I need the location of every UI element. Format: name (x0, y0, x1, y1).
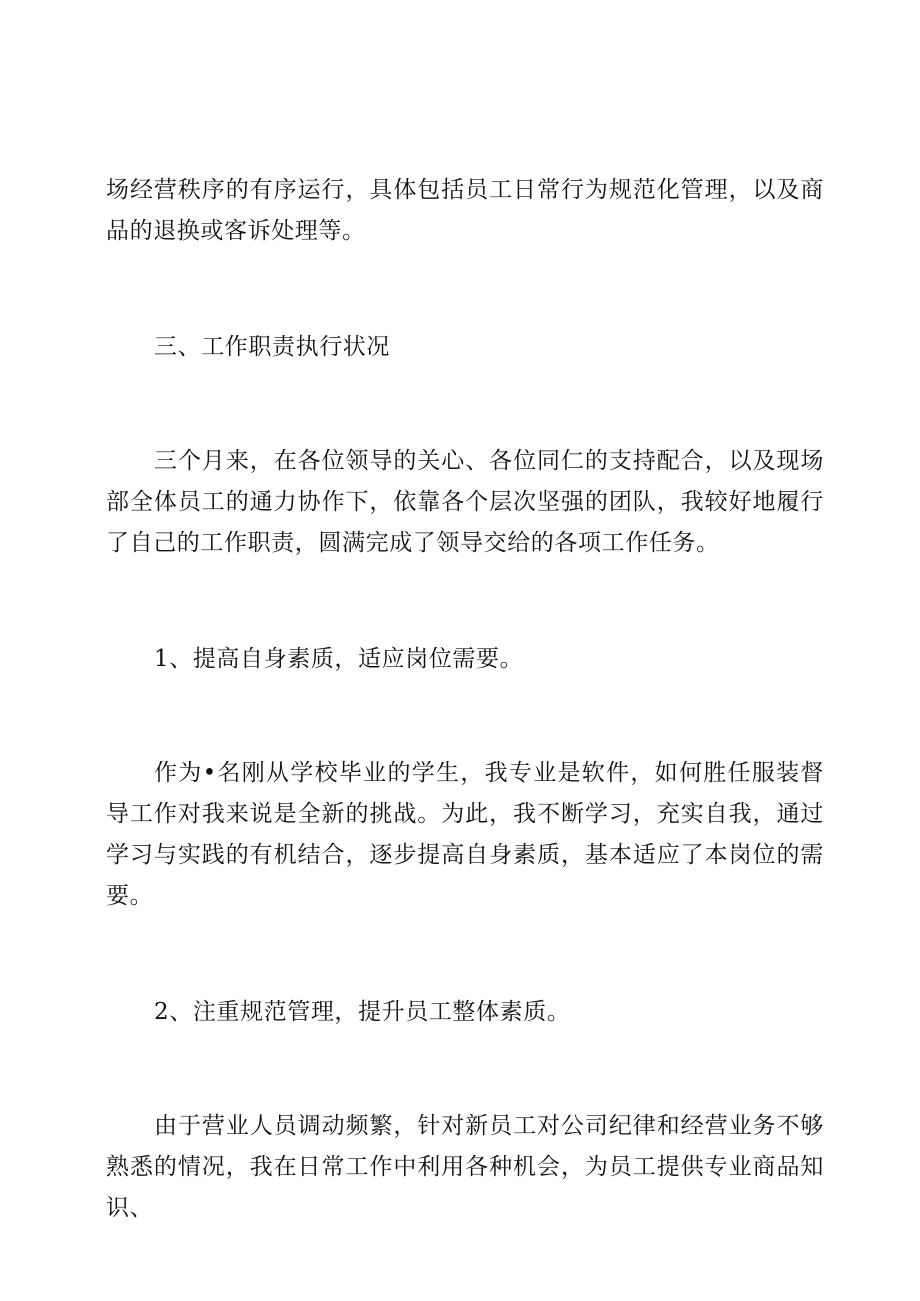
subheading-one: 1、提高自身素质，适应岗位需要。 (154, 646, 524, 672)
paragraph-staff-training: 由于营业人员调动频繁，针对新员工对公司纪律和经营业务不够熟悉的情况，我在日常工作中利用各种机会，为员工提供专业商品知识、 (106, 1113, 824, 1221)
paragraph-duty-summary: 三个月来，在各位领导的关心、各位同仁的支持配合，以及现场部全体员工的通力协作下，依靠各个层次坚强的团队，我较好地履行了自己的工作职责，圆满完成了领导交给的各项工作任务。 (106, 448, 824, 556)
subheading-two: 2、注重规范管理，提升员工整体素质。 (154, 999, 571, 1025)
document-body (106, 170, 824, 1229)
section-heading-three: 三、工作职责执行状况 (154, 334, 390, 360)
paragraph-continuation: 场经营秩序的有序运行，具体包括员工日常行为规范化管理，以及商品的退换或客诉处理等。 (106, 177, 824, 244)
paragraph-self-improvement: 作为•名刚从学校毕业的学生，我专业是软件，如何胜任服装督导工作对我来说是全新的挑战。为此，我不断学习，充实自我，通过学习与实践的有机结合，逐步提高自身素质，基本适应了本岗位的需要。 (106, 760, 824, 909)
